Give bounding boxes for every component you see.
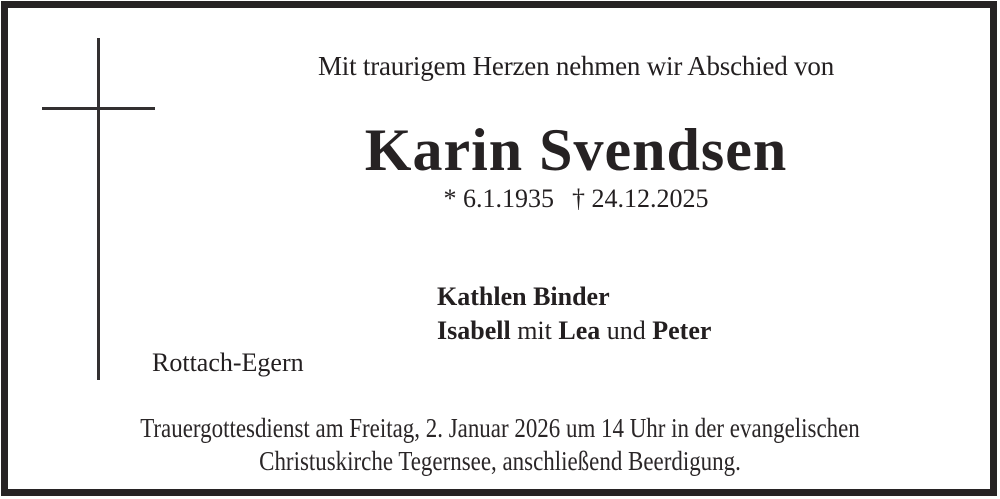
birth-date: * 6.1.1935 [443, 184, 554, 213]
cross-horizontal-bar [42, 107, 155, 110]
death-date: † 24.12.2025 [572, 184, 709, 213]
mourner-line-2 [437, 314, 711, 348]
service-info-block [75, 412, 925, 478]
mourner-line-1: Kathlen Binder [437, 282, 610, 311]
service-line-1: Trauergottesdienst am Freitag, 2. Januar 2026 um 14 Uhr in der evangelischen [140, 413, 860, 443]
connector-text: mit [510, 316, 559, 345]
intro-line: Mit traurigem Herzen nehmen wir Abschied von [317, 51, 835, 81]
mourner-name: Lea [558, 316, 601, 345]
place-name: Rottach-Egern [152, 348, 304, 377]
mourner-name: Isabell [437, 316, 511, 345]
mourner-name: Peter [652, 316, 712, 345]
connector-text: und [600, 316, 653, 345]
life-dates [152, 184, 1000, 214]
mourners-block [437, 280, 711, 348]
service-line-2: Christuskirche Tegernsee, anschließend Beerdigung. [259, 446, 741, 476]
deceased-name: Karin Svendsen [364, 117, 788, 183]
cross-vertical-bar [97, 38, 100, 380]
